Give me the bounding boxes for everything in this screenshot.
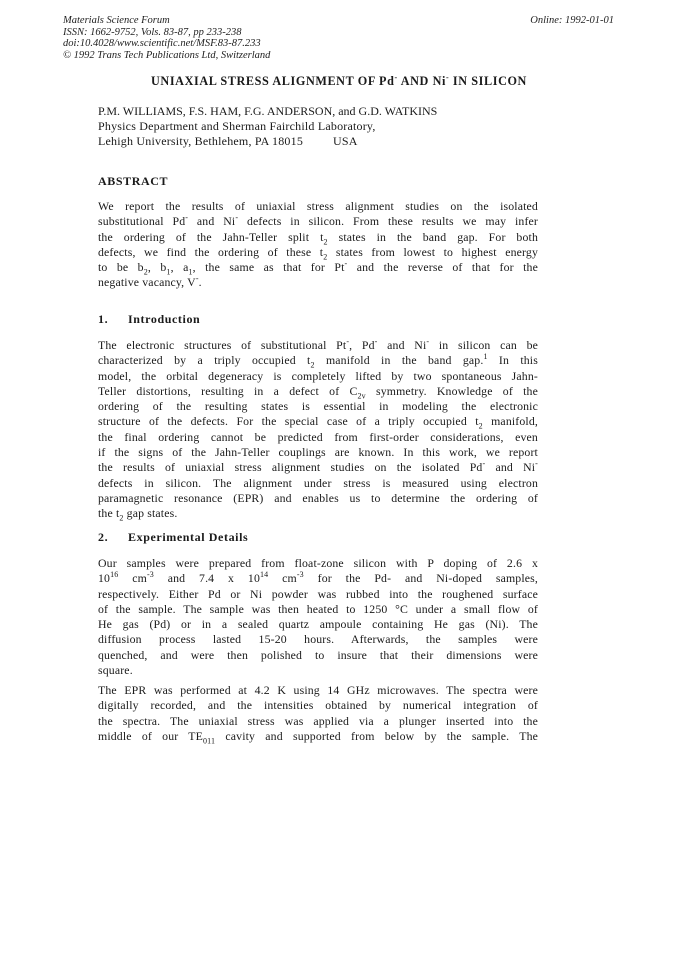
- abstract-text: We report the results of uniaxial stress alignment studies on the isolated substitutional Pd- and Ni- defects in silicon. From these results we may infer the ordering of the Jahn-Teller split $t_2$ states in the band gap. For both defects, we find the ordering of these $t_2$ states from lowest to highest energy to be $b_2$, $b_1$, $a_1$, the same as that for Pt- and the reverse of that for the negative vacancy, V-.: [98, 199, 538, 290]
- affiliation-line: Physics Department and Sherman Fairchild Laboratory,: [98, 119, 376, 133]
- copyright-line: © 1992 Trans Tech Publications Ltd, Switzerland: [63, 49, 271, 61]
- experimental-paragraph-1: Our samples were prepared from float-zone silicon with P doping of 2.6 x $10^{16}$ $cm^{-3}$ and 7.4 x $10^{14}$ $cm^{-3}$ for the Pd- and Ni-doped samples, respectively. Either Pd or Ni powder was rubbed into the roughened surface of the sample. The sample was then heated to 1250 °C under a small flow of He gas (Pd) or in a sealed quartz ampoule containing He gas (Ni). The diffusion process lasted 15-20 hours. Afterwards, the samples were quenched, and were then polished to insure that their dimensions were square.: [98, 556, 538, 678]
- section-heading-introduction: 1. Introduction: [98, 312, 201, 326]
- experimental-paragraph-2: The EPR was performed at 4.2 K using 14 GHz microwaves. The spectra were digitally recorded, and the intensities obtained by numerical integration of the spectra. The uniaxial stress was applied via a plunger inserted into the middle of our $TE_{011}$ cavity and supported from below by the sample. The: [98, 683, 538, 746]
- journal-name: Materials Science Forum: [63, 15, 170, 26]
- doi-link[interactable]: doi:10.4028/www.scientific.net/MSF.83-87.233: [63, 38, 261, 50]
- affiliation-country: USA: [333, 133, 358, 148]
- paper-title: UNIAXIAL STRESS ALIGNMENT OF Pd- AND Ni- IN SILICON: [151, 72, 527, 88]
- author-list: P.M. WILLIAMS, F.S. HAM, F.G. ANDERSON, and G.D. WATKINS: [98, 104, 438, 118]
- issn-line: ISSN: 1662-9752, Vols. 83-87, pp 233-238: [63, 26, 242, 38]
- reference-marker[interactable]: 1: [483, 352, 488, 362]
- affiliation-line: Lehigh University, Bethlehem, PA 18015 USA: [98, 133, 358, 148]
- abstract-heading: ABSTRACT: [98, 174, 169, 188]
- affiliation: [98, 119, 376, 148]
- introduction-text: The electronic structures of substitutional Pt-, Pd- and Ni- in silicon can be characterized by a triply occupied $t_2$ manifold in the band gap.$^1$ In this model, the orbital degeneracy is completely lifted by two spontaneous Jahn- Teller distortions, resulting in a defect of $C_{2v}$ symmetry. Knowledge of the ordering of the resulting states is essential in modeling the electronic structure of the defects. For the special case of a triply occupied $t_2$ manifold, the final ordering cannot be predicted from first-order considerations, even if the signs of the Jahn-Teller couplings are known. In this work, we report the results of uniaxial stress alignment studies on the isolated Pd- and Ni- defects in silicon. The alignment under stress is measured using electron paramagnetic resonance (EPR) and enables us to determine the ordering of the $t_2$ gap states.: [98, 337, 539, 523]
- online-date: Online: 1992-01-01: [530, 15, 614, 26]
- section-heading-experimental: 2. Experimental Details: [98, 530, 249, 544]
- publication-header: [63, 15, 270, 61]
